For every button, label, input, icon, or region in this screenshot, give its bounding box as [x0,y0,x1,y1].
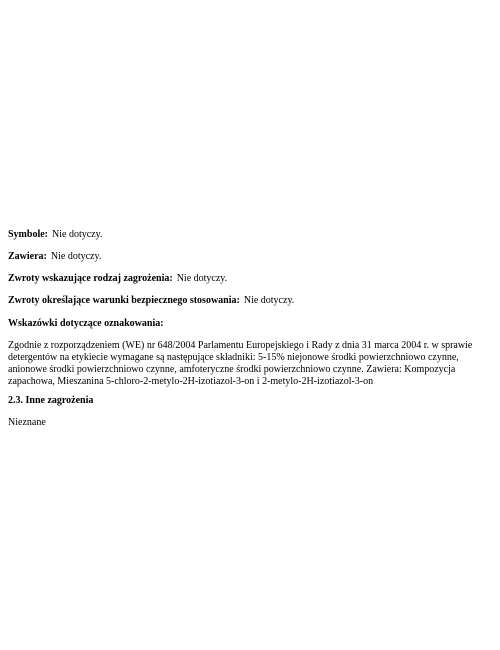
symbols-value: Nie dotyczy. [52,229,103,240]
precautionary-statements-label: Zwroty określające warunki bezpiecznego stosowania: [8,295,240,306]
symbols-row [8,229,102,241]
contains-row [8,251,101,263]
hazard-statements-value: Nie dotyczy. [176,273,228,284]
labelling-guidance-paragraph: Zgodnie z rozporządzeniem (WE) nr 648/2004 Parlamentu Europejskiego i Rady z dnia 31 marca 2004 r. w sprawie detergentów na etykiecie wymagane są następujące składniki: 5-15% niejonowe środki powierzchniowo czynne, anionowe środki powierzchniowo czynne, amfoteryczne środki powierzchniowo czynne. Zawiera: Kompozycja zapachowa, Mieszanina 5-chloro-2-metylo-2H-izotiazol-3-on i 2-metylo-2H-izotiazol-3-on [8,340,473,387]
other-hazards-heading: 2.3. Inne zagrożenia [8,395,94,406]
precautionary-statements-value: Nie dotyczy. [243,295,295,306]
hazard-statements-label: Zwroty wskazujące rodzaj zagrożenia: [8,273,173,284]
contains-label: Zawiera: [8,251,47,262]
labelling-guidance-heading [8,318,164,330]
symbols-label: Symbole: [8,229,48,240]
hazard-statements-row [8,273,227,285]
contains-value: Nie dotyczy. [50,251,102,262]
precautionary-statements-row [8,295,294,307]
other-hazards-value: Nieznane [8,417,46,428]
labelling-guidance-label: Wskazówki dotyczące oznakowania: [8,318,164,329]
